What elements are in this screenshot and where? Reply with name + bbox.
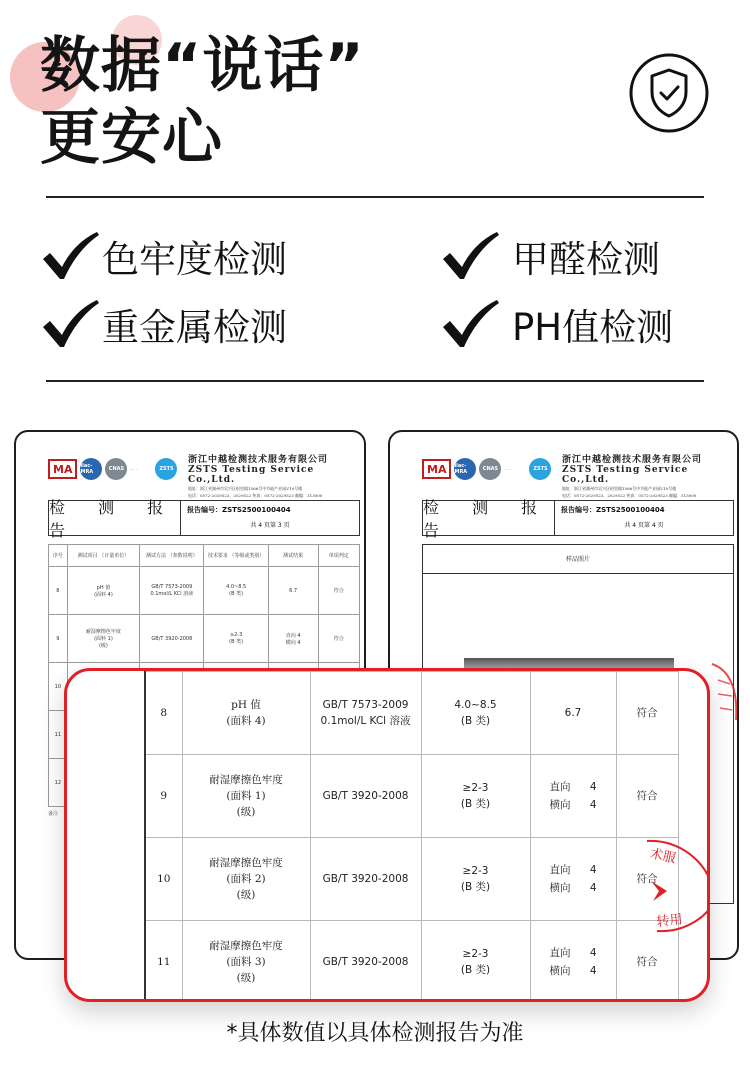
cell-result: 直向 4 横向 4 (268, 615, 318, 663)
cell-judgement: 符合 (616, 838, 678, 921)
sample-photo-header: 样品照片 (422, 544, 734, 574)
check-item-color-fastness (40, 226, 287, 286)
headline-line-2: 更安心 (40, 103, 223, 173)
item-name: 耐湿摩擦色牢度 (209, 774, 283, 786)
company-phone: 电话：0572-2029523、2029522 传真：0572-2029523 邮编：313000 (562, 493, 697, 498)
cell-judge: 符合 (318, 567, 360, 615)
result-value: 4 (589, 781, 597, 793)
report-stamp (708, 660, 742, 730)
column-header: 测试项目 （计量单位） (67, 545, 140, 567)
check-item-label: 色牢度检测 (102, 238, 287, 281)
item-name: 耐湿摩擦色牢度 (209, 940, 283, 952)
check-item-label: 重金属检测 (102, 306, 287, 349)
zsts-logo: ZSTS (155, 458, 177, 480)
item-unit: (级) (236, 972, 256, 984)
company-address: 地址：浙江省湖州市吴兴区织里镇1566号中节能产业园V10号楼 (188, 486, 303, 491)
report-number: 报告编号：ZSTS2500100404 (561, 506, 665, 514)
cell-req: 4.0~8.5 (B 类) (204, 567, 268, 615)
item-sub: (面料 3) (226, 956, 266, 968)
report-title: 检 测 报 告 (423, 501, 555, 535)
logo-caption: · · · (504, 466, 511, 472)
ma-logo: MA (48, 459, 77, 479)
cell-item (182, 755, 310, 838)
cell-item (182, 672, 310, 755)
checkmark-icon (440, 229, 500, 283)
cell-no: 8 (49, 567, 68, 615)
req-class: (B 类) (460, 881, 491, 893)
cell-requirement (421, 921, 530, 1003)
company-address: 地址：浙江省湖州市吴兴区织里镇1566号中节能产业园V10号楼 (562, 486, 677, 491)
shield-check-icon (628, 52, 710, 134)
cell-no: 11 (145, 921, 182, 1003)
cell-result (530, 921, 616, 1003)
method-standard: GB/T 7573-2009 (322, 699, 409, 711)
table-row (49, 615, 360, 663)
report-title-bar (422, 498, 734, 540)
column-header: 单项判定 (318, 545, 360, 567)
stamp-text: 转用 (655, 912, 684, 931)
cell-requirement (421, 672, 530, 755)
result-value: 4 (589, 947, 597, 959)
cell-method: GB/T 3920-2008 (310, 838, 421, 921)
report-title-bar (48, 498, 360, 540)
checkmark-icon (40, 229, 100, 283)
headline (40, 30, 365, 174)
result-value: 4 (589, 864, 597, 876)
method-param: 0.1mol/L KCl 溶液 (320, 715, 411, 727)
cell-judge: 符合 (318, 615, 360, 663)
check-item-formaldehyde (440, 226, 660, 286)
table-header-row (49, 545, 360, 567)
check-item-ph (440, 294, 673, 354)
result-direction: 横向 (549, 965, 571, 977)
zsts-logo: ZSTS (529, 458, 551, 480)
zoomed-result-table (64, 668, 710, 1002)
item-unit: (级) (236, 889, 256, 901)
stamp-text: 术服 (648, 846, 678, 867)
column-header: 技术要求 （等级或类别） (204, 545, 268, 567)
cell-method: GB/T 3920-2008 (310, 755, 421, 838)
result-value: 4 (589, 799, 597, 811)
report-page-count: 共 4 页第 3 页 (250, 522, 290, 529)
table-row (145, 672, 678, 755)
result-direction: 横向 (549, 799, 571, 811)
divider-top (46, 196, 704, 198)
result-table (144, 671, 679, 1002)
report-title: 检 测 报 告 (49, 501, 181, 535)
item-sub: (面料 1) (226, 790, 266, 802)
report-header (16, 432, 364, 498)
check-item-label: PH值检测 (512, 306, 674, 349)
company-phone: 电话：0572-2029523、2029522 传真：0572-2029523 邮编：313000 (188, 493, 323, 498)
result-direction: 横向 (549, 882, 571, 894)
cell-item: pH 值 (面料 4) (67, 567, 140, 615)
ma-logo: MA (422, 459, 451, 479)
cell-no: 8 (145, 672, 182, 755)
column-header: 测试方法 （参数说明） (140, 545, 204, 567)
req-class: (B 类) (460, 964, 491, 976)
report-meta (555, 501, 733, 535)
item-sub: (面料 4) (226, 715, 266, 727)
result-direction: 直向 (549, 864, 571, 876)
disclaimer-caption: *具体数值以具体检测报告为准 (226, 1021, 524, 1046)
ilac-logo: ilac-MRA (454, 458, 476, 480)
item-sub: (面料 2) (226, 873, 266, 885)
table-row (145, 755, 678, 838)
req-value: ≥2-3 (462, 782, 489, 794)
cell-requirement (421, 838, 530, 921)
company-name-cn: 浙江中越检测技术服务有限公司 (188, 455, 329, 465)
result-direction: 直向 (549, 947, 571, 959)
company-name-en: ZSTS Testing Service Co.,Ltd. (188, 465, 315, 485)
company-block (188, 452, 364, 499)
req-value: ≥2-3 (462, 865, 489, 877)
item-unit: (级) (236, 806, 256, 818)
cell-item (182, 838, 310, 921)
cell-no: 10 (145, 838, 182, 921)
result-value: 4 (589, 965, 597, 977)
checkmark-icon (40, 297, 100, 351)
cell-no: 12 (49, 759, 68, 807)
cell-no: 9 (145, 755, 182, 838)
cell-method (310, 672, 421, 755)
accreditation-logos (422, 458, 551, 480)
result-direction: 直向 (549, 781, 571, 793)
divider-bottom (46, 380, 704, 382)
req-class: (B 类) (460, 715, 491, 727)
cell-result: 6.7 (268, 567, 318, 615)
report-header (390, 432, 737, 498)
company-name-en: ZSTS Testing Service Co.,Ltd. (562, 465, 689, 485)
item-name: 耐湿摩擦色牢度 (209, 857, 283, 869)
cell-item: 耐湿摩擦色牢度 (面料 1) (级) (67, 615, 140, 663)
cell-result (530, 755, 616, 838)
cell-no: 10 (49, 663, 68, 711)
cell-req: ≥2-3 (B 类) (204, 615, 268, 663)
cell-method: GB/T 3920-2008 (310, 921, 421, 1003)
check-item-heavy-metal (40, 294, 287, 354)
table-row (145, 921, 678, 1003)
column-header: 测试结果 (268, 545, 318, 567)
column-header: 序号 (49, 545, 68, 567)
report-page-count: 共 4 页第 4 页 (624, 522, 664, 529)
accreditation-logos (48, 458, 177, 480)
ilac-logo: ilac-MRA (80, 458, 102, 480)
headline-line-1: 数据“说话” (40, 31, 365, 101)
cell-method: GB/T 7573-2009 0.1mol/L KCl 溶液 (140, 567, 204, 615)
cell-no: 11 (49, 711, 68, 759)
cell-result (530, 838, 616, 921)
result-value: 4 (589, 882, 597, 894)
cell-requirement (421, 755, 530, 838)
report-note: 备注 (48, 811, 59, 817)
cell-no: 9 (49, 615, 68, 663)
inspection-stamp (627, 821, 710, 951)
table-row (49, 567, 360, 615)
cell-judgement: 符合 (616, 755, 678, 838)
cell-judgement: 符合 (616, 672, 678, 755)
report-number: 报告编号：ZSTS2500100404 (187, 506, 291, 514)
check-item-label: 甲醛检测 (512, 238, 660, 281)
cnas-logo: CNAS (105, 458, 127, 480)
company-name-cn: 浙江中越检测技术服务有限公司 (562, 455, 703, 465)
report-meta (181, 501, 359, 535)
cell-method: GB/T 3920-2008 (140, 615, 204, 663)
cell-result: 6.7 (530, 672, 616, 755)
cell-judgement: 符合 (616, 921, 678, 1003)
cnas-logo: CNAS (479, 458, 501, 480)
logo-caption: · · · (130, 466, 137, 472)
checkmark-icon (440, 297, 500, 351)
company-block (562, 452, 737, 499)
item-name: pH 值 (231, 699, 261, 711)
table-row (145, 838, 678, 921)
req-value: 4.0~8.5 (454, 699, 497, 711)
req-class: (B 类) (460, 798, 491, 810)
req-value: ≥2-3 (462, 948, 489, 960)
cell-item (182, 921, 310, 1003)
